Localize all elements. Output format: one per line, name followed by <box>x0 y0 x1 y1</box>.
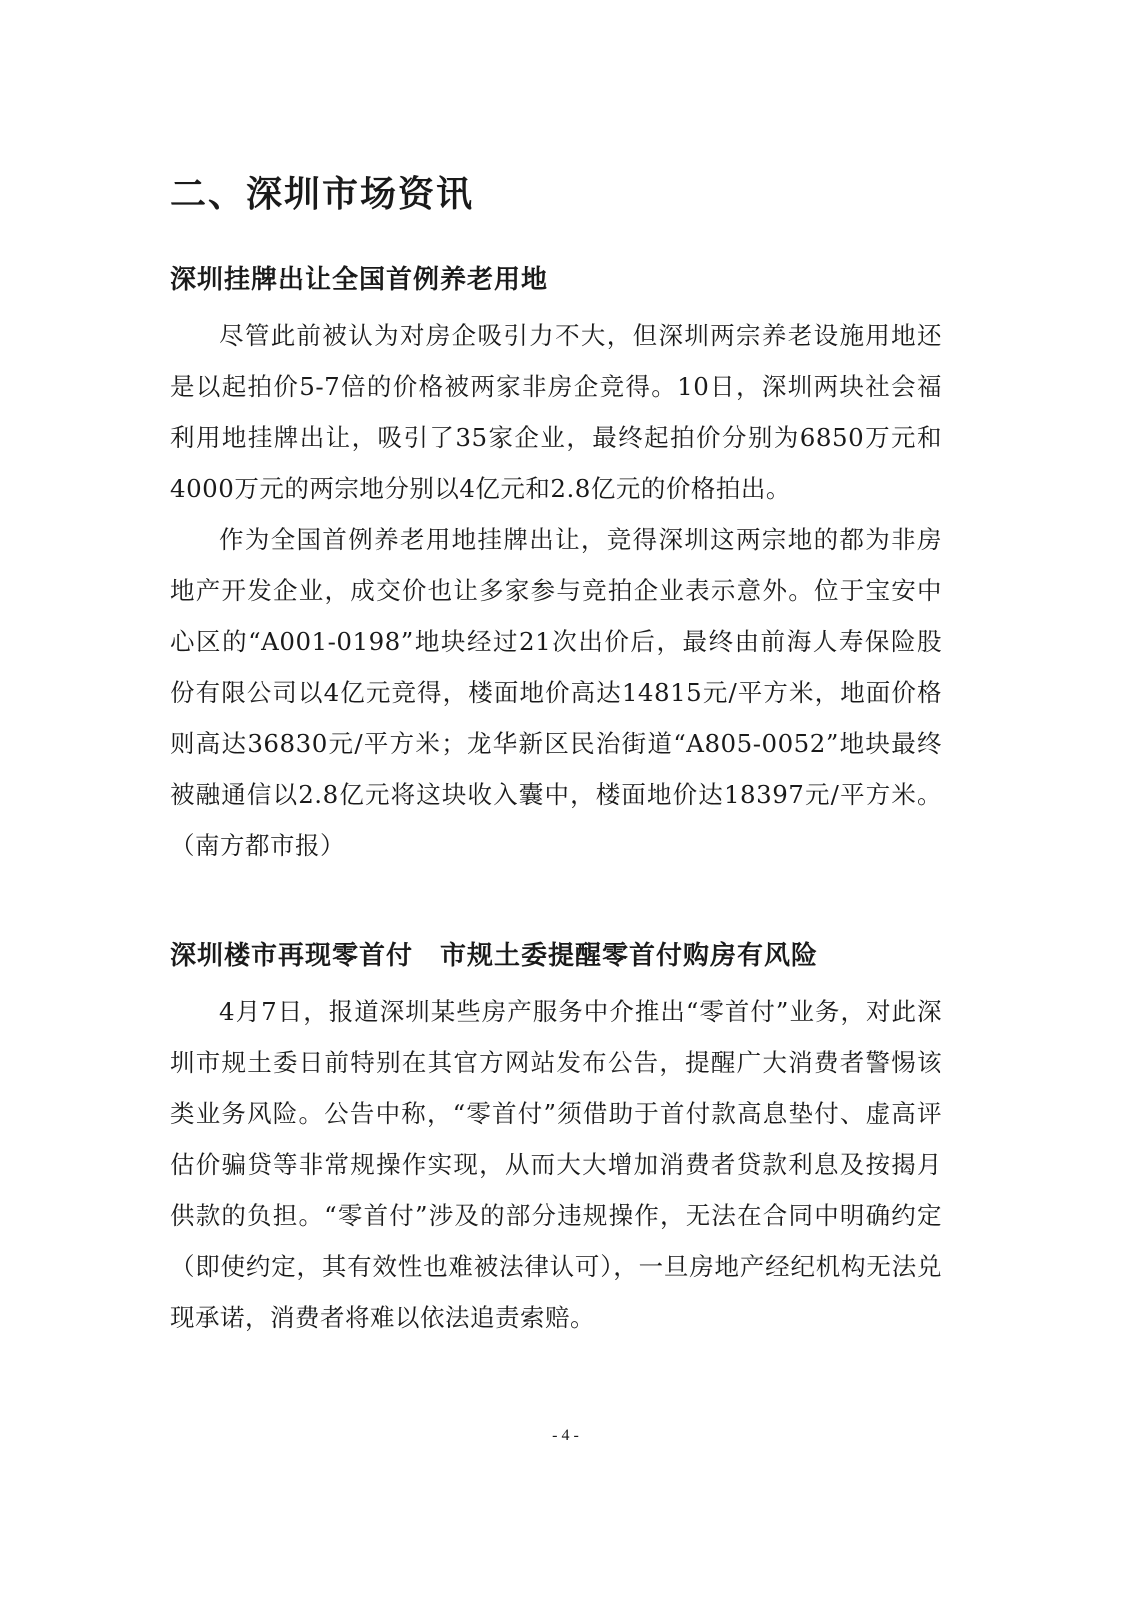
article-elderly-care-land <box>170 260 942 871</box>
page-number: - 4 - <box>552 1427 579 1444</box>
article-paragraph: 作为全国首例养老用地挂牌出让，竞得深圳这两宗地的都为非房地产开发企业，成交价也让多家参与竞拍企业表示意外。位于宝安中心区的“A001-0198”地块经过21次出价后，最终由前海人寿保险股份有限公司以4亿元竞得，楼面地价高达14815元/平方米，地面价格则高达36830元/平方米；龙华新区民治街道“A805-0052”地块最终被融通信以2.8亿元将这块收入囊中，楼面地价达18397元/平方米。（南方都市报） <box>170 525 942 860</box>
article-headline: 深圳挂牌出让全国首例养老用地 <box>170 265 549 295</box>
article-paragraph: 尽管此前被认为对房企吸引力不大，但深圳两宗养老设施用地还是以起拍价5-7倍的价格被两家非房企竞得。10日，深圳两块社会福利用地挂牌出让，吸引了35家企业，最终起拍价分别为6850万元和4000万元的两宗地分别以4亿元和2.8亿元的价格拍出。 <box>170 321 942 503</box>
section-title: 二、深圳市场资讯 <box>170 174 475 215</box>
article-zero-down-payment <box>170 936 942 1343</box>
article-headline: 深圳楼市再现零首付 市规土委提醒零首付购房有风险 <box>170 941 819 971</box>
article-paragraph: 4月7日，报道深圳某些房产服务中介推出“零首付”业务，对此深圳市规土委日前特别在其官方网站发布公告，提醒广大消费者警惕该类业务风险。公告中称，“零首付”须借助于首付款高息垫付、虚高评估价骗贷等非常规操作实现，从而大大增加消费者贷款利息及按揭月供款的负担。“零首付”涉及的部分违规操作，无法在合同中明确约定（即使约定，其有效性也难被法律认可），一旦房地产经纪机构无法兑现承诺，消费者将难以依法追责索赔。 <box>170 997 942 1332</box>
